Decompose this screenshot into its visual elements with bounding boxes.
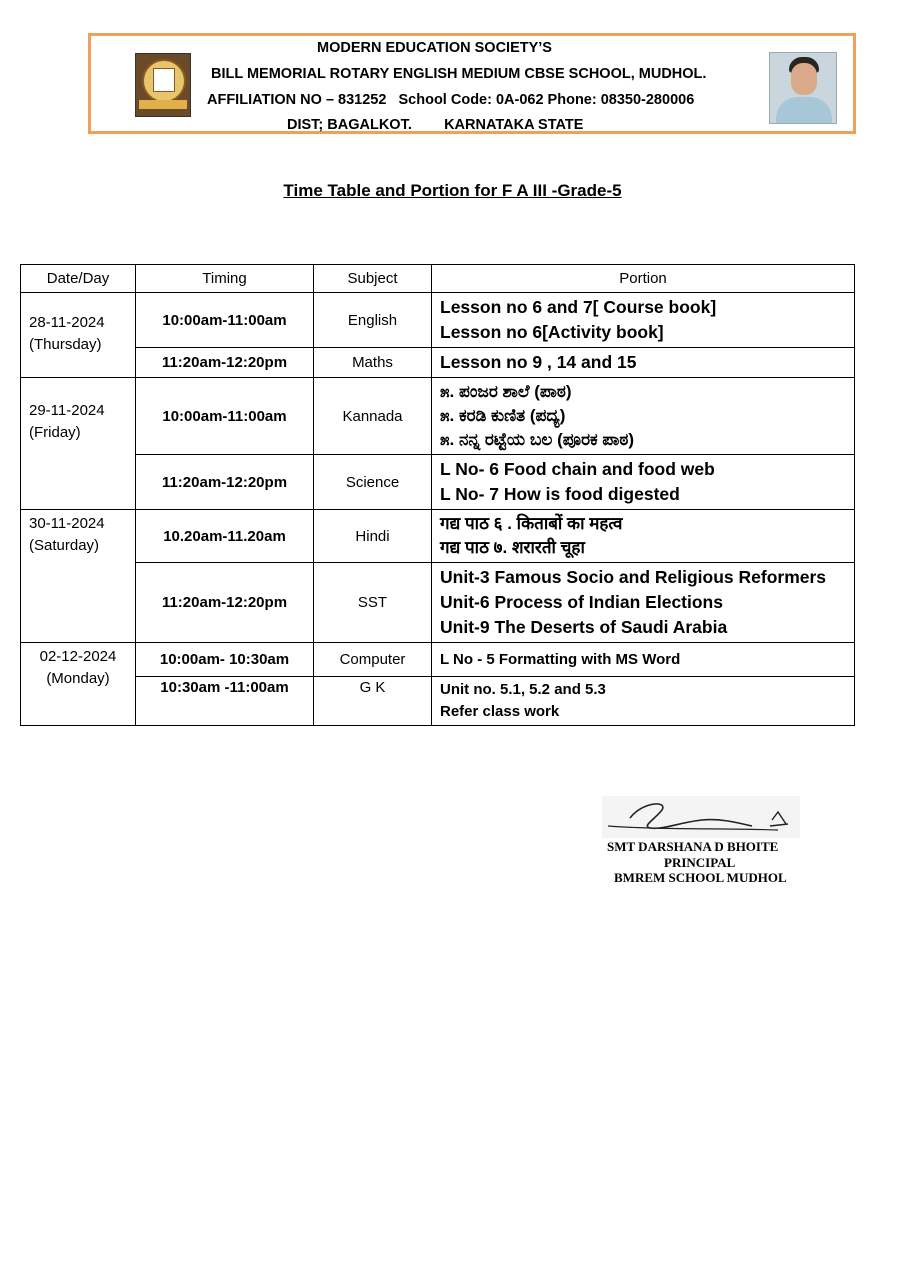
day: (Monday) [46,670,110,687]
timing-cell: 11:20am-12:20pm [136,455,314,510]
table-row [21,293,855,348]
timing-cell: 10:00am- 10:30am [136,643,314,677]
date: 02-12-2024 [39,648,117,665]
portion-line: Lesson no 9 , 14 and 15 [440,352,637,372]
portion-line: Refer class work [440,703,560,720]
portion-cell [432,378,855,455]
subject-cell: Kannada [314,378,432,455]
header-timing: Timing [136,265,314,293]
subject-cell: English [314,293,432,348]
subject-cell: Computer [314,643,432,677]
timing-cell: 10:00am-11:00am [136,378,314,455]
portion-cell [432,455,855,510]
portion-line: गद्य पाठ ६ . किताबों का महत्व [440,514,623,533]
date: 29-11-2024 [29,402,105,419]
portion-line: ೫. ನನ್ನ ರಟ್ಟೆಯ ಬಲ (ಪೂರಕ ಪಾಠ) [440,430,634,449]
portion-line: Unit no. 5.1, 5.2 and 5.3 [440,681,606,698]
society-name: MODERN EDUCATION SOCIETY’S [317,40,552,56]
portion-line: गद्य पाठ ७. शरारती चूहा [440,538,585,557]
header-subject: Subject [314,265,432,293]
table-row [21,563,855,643]
table-row [21,378,855,455]
table-row [21,643,855,677]
portion-line: L No- 6 Food chain and food web [440,459,715,479]
principal-photo-icon [769,52,837,124]
page-title: Time Table and Portion for F A III -Grade-5 [283,181,622,200]
school-header [88,33,856,134]
portion-line: Unit-9 The Deserts of Saudi Arabia [440,617,728,637]
table-row [21,510,855,563]
portion-line: Lesson no 6 and 7[ Course book] [440,297,717,317]
timing-cell: 10.20am-11.20am [136,510,314,563]
portion-line: ೫. ಪಂಜರ ಶಾಲೆ (ಪಾಠ) [440,382,572,401]
portion-line: Lesson no 6[Activity book] [440,322,664,342]
date-cell [21,293,136,378]
portion-line: Unit-3 Famous Socio and Religious Reformers [440,567,827,587]
day: (Friday) [29,424,81,441]
portion-cell [432,643,855,677]
signatory-designation: PRINCIPAL [664,855,736,870]
date-cell [21,510,136,643]
subject-cell: SST [314,563,432,643]
portion-cell [432,293,855,348]
school-logo-icon [135,53,191,117]
day: (Thursday) [29,336,102,353]
portion-cell [432,563,855,643]
timing-cell: 11:20am-12:20pm [136,563,314,643]
date-cell [21,378,136,510]
date-cell [21,643,136,726]
school-name: BILL MEMORIAL ROTARY ENGLISH MEDIUM CBSE SCHOOL, MUDHOL. [211,66,707,82]
portion-cell [432,348,855,378]
subject-cell: Science [314,455,432,510]
district-line: DIST; BAGALKOT. KARNATAKA STATE [287,117,584,133]
header-portion: Portion [432,265,855,293]
date: 28-11-2024 [29,314,105,331]
timetable [20,264,855,726]
affiliation-line: AFFILIATION NO – 831252 School Code: 0A-062 Phone: 08350-280006 [207,92,695,108]
timing-cell: 10:00am-11:00am [136,293,314,348]
portion-line: Unit-6 Process of Indian Elections [440,592,723,612]
day: (Saturday) [29,537,100,554]
portion-line: L No - 5 Formatting with MS Word [440,650,681,668]
portion-cell [432,510,855,563]
subject-cell: G K [314,677,432,726]
signature-icon [602,796,800,838]
timing-cell: 10:30am -11:00am [136,677,314,726]
subject-cell: Hindi [314,510,432,563]
timing-cell: 11:20am-12:20pm [136,348,314,378]
table-row [21,348,855,378]
portion-line: ೫. ಕರಡಿ ಕುಣಿತ (ಪದ್ಯ) [440,406,566,425]
table-row [21,677,855,726]
subject-cell: Maths [314,348,432,378]
table-row [21,455,855,510]
date: 30-11-2024 [29,515,105,532]
header-date: Date/Day [21,265,136,293]
signatory-school: BMREM SCHOOL MUDHOL [614,870,787,885]
portion-cell [432,677,855,726]
signatory-name: SMT DARSHANA D BHOITE [607,839,779,854]
table-header-row [21,265,855,293]
portion-line: L No- 7 How is food digested [440,484,680,504]
